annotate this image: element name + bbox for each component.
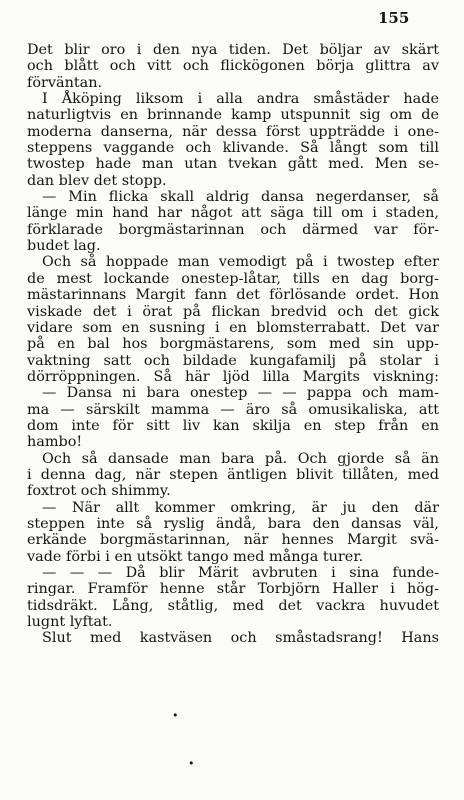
text-line: ma — särskilt mamma — äro så omusikaliska, att: [27, 401, 439, 418]
text-line: lugnt lyftat.: [27, 614, 113, 631]
text-line: Det blir oro i den nya tiden. Det böljar av skärt: [27, 42, 439, 58]
bullet-mark: •: [188, 757, 195, 770]
text-line: dom inte för sitt liv kan skilja en step från en: [27, 417, 439, 434]
text-line: förväntan.: [27, 74, 103, 91]
text-line: naturligtvis en brinnande kamp utspunnit sig om de: [27, 107, 439, 124]
text-line: — När allt kommer omkring, är ju den där: [42, 499, 439, 516]
text-line: Och så hoppade man vemodigt på i twostep efter: [42, 254, 439, 271]
text-line: länge min hand har något att säga till om i staden,: [27, 205, 439, 222]
text-line: och blått och vitt och flickögonen börja glittra av: [27, 58, 439, 75]
text-line: steppens vaggande och klivande. Så långt som till: [27, 140, 439, 157]
bullet-mark: •: [172, 709, 179, 722]
text-line: hambo!: [27, 434, 83, 451]
page-number: 155: [378, 9, 410, 27]
text-line: — Min flicka skall aldrig dansa negerdanser, så: [42, 189, 439, 206]
text-line: dörröppningen. Så här ljöd lilla Margits viskning:: [27, 368, 439, 385]
body-text: [27, 42, 439, 647]
text-line: steppen inte så ryslig ändå, bara den dansas väl,: [27, 515, 439, 532]
text-line: — Dansa ni bara onestep — — pappa och mam-: [42, 385, 439, 402]
text-line: dan blev det stopp.: [27, 172, 167, 189]
text-line: Slut med kastväsen och småstadsrang! Hans: [42, 630, 439, 647]
text-line: erkände borgmästarinnan, när hennes Margit svä-: [27, 532, 439, 549]
text-line: förklarade borgmästarinnan och därmed var för-: [27, 221, 439, 238]
text-line: foxtrot och shimmy.: [27, 483, 171, 500]
text-line: de mest lockande onestep-låtar, tills en dag borg-: [27, 270, 439, 287]
text-line: på en bal hos borgmästarens, som med sin upp-: [27, 336, 439, 353]
text-line: vaktning satt och bildade kungafamilj på stolar i: [27, 352, 439, 369]
text-line: moderna danserna, när dessa först uppträdde i one-: [27, 123, 439, 140]
text-line: — — — Då blir Märit avbruten i sina funde-: [42, 565, 439, 581]
text-line: twostep hade man utan tvekan gått med. Men se-: [27, 156, 439, 173]
text-line: budet lag.: [27, 238, 101, 255]
text-line: ringar. Framför henne står Torbjörn Haller i hög-: [27, 581, 439, 598]
text-line: vade förbi i en utsökt tango med många turer.: [27, 548, 364, 565]
text-line: Och så dansade man bara på. Och gjorde så än: [42, 450, 439, 467]
text-line: I Åköping liksom i alla andra småstäder hade: [42, 91, 439, 108]
text-line: tidsdräkt. Lång, ståtlig, med det vackra huvudet: [27, 597, 439, 614]
text-line: i denna dag, när stepen äntligen blivit tillåten, med: [27, 466, 439, 483]
text-line: mästarinnans Margit fann det förlösande ordet. Hon: [27, 287, 439, 304]
text-line: viskade det i örat på flickan bredvid och det gick: [27, 303, 439, 320]
text-line: vidare som en susning i en blomsterrabatt. Det var: [27, 319, 439, 336]
